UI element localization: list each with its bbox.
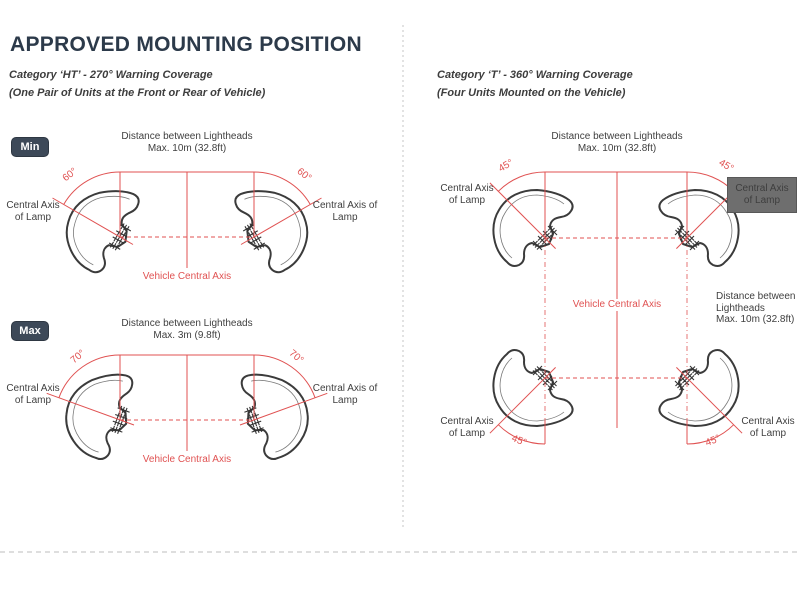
t-axis-label-top-left: Central Axis of Lamp: [440, 183, 494, 206]
lamp-t-bottom-right: [659, 350, 738, 426]
min-distance-line1: Distance between Lightheads: [121, 131, 253, 142]
max-distance-line2: Max. 3m (9.8ft): [153, 329, 221, 341]
lamp-ht-min-left: [58, 183, 154, 277]
t-angle-bottom-right-label: 45°: [703, 433, 723, 449]
t-distance-right-line2: Lightheads: [716, 302, 765, 314]
t-distance-top-label: [551, 131, 682, 154]
ht-subtitle-line2: (One Pair of Units at the Front or Rear of Vehicle): [9, 87, 266, 99]
t-distance-top-line1: Distance between Lightheads: [551, 131, 683, 142]
t-angle-top-right-label: 45°: [716, 157, 736, 175]
min-axis-label-right: Central Axis of Lamp: [312, 200, 378, 223]
t-subtitle-line2: (Four Units Mounted on the Vehicle): [437, 87, 626, 99]
min-badge: Min: [12, 138, 48, 156]
min-axis-label-left: Central Axis of Lamp: [6, 200, 60, 223]
min-angle-right-label: 60°: [294, 166, 314, 184]
lamp-ht-min-right: [220, 183, 316, 277]
max-badge: Max: [12, 322, 48, 340]
min-vehicle-axis-label: Vehicle Central Axis: [140, 271, 234, 283]
max-axis-label-left: Central Axis of Lamp: [6, 383, 60, 406]
t-distance-right-line3: Max. 10m (32.8ft): [716, 314, 795, 325]
min-angle-left-label: 60°: [60, 166, 80, 184]
max-vehicle-axis-label: Vehicle Central Axis: [140, 454, 234, 466]
t-arc-top-left: [498, 172, 545, 191]
min-distance-line2: Max. 10m (32.8ft): [147, 142, 227, 154]
t-distance-top-line2: Max. 10m (32.8ft): [577, 142, 657, 154]
t-axis-label-bottom-right: Central Axis of Lamp: [741, 416, 795, 439]
max-distance-line1: Distance between Lightheads: [121, 318, 253, 329]
t-angle-bottom-left-label: 45°: [509, 433, 529, 449]
t-subtitle-line1: Category ‘T’ - 360° Warning Coverage: [437, 69, 633, 81]
max-angle-left-label: 70°: [68, 347, 88, 367]
max-distance-label: [121, 318, 252, 341]
lamp-t-top-left: [493, 190, 572, 266]
page-title: APPROVED MOUNTING POSITION: [10, 33, 362, 56]
page-guides: [0, 25, 800, 552]
t-distance-right-label: [716, 291, 796, 326]
t-angle-top-left-label: 45°: [496, 157, 516, 175]
t-axis-label-bottom-left: Central Axis of Lamp: [440, 416, 494, 439]
ht-subtitle-line1: Category ‘HT’ - 270° Warning Coverage: [9, 69, 213, 81]
t-axis-label-top-right-highlighted: Central Axis of Lamp: [727, 177, 797, 213]
t-distance-right-line1: Distance between: [716, 291, 796, 302]
lamp-t-bottom-left: [493, 350, 572, 426]
t-vehicle-axis-label: Vehicle Central Axis: [570, 299, 664, 311]
min-distance-label: [121, 131, 252, 154]
max-angle-right-label: 70°: [286, 347, 306, 367]
max-axis-label-right: Central Axis of Lamp: [312, 383, 378, 406]
